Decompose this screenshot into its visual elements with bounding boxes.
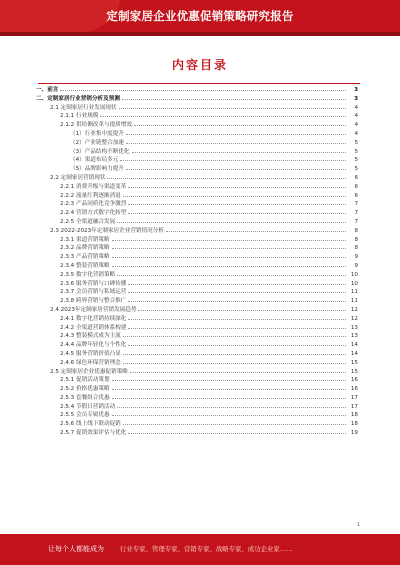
- toc-entry[interactable]: [36, 139, 358, 148]
- toc-leader-dots: [112, 376, 346, 381]
- toc-entry[interactable]: [36, 112, 358, 121]
- toc-entry[interactable]: [36, 95, 358, 104]
- toc-entry-title: 2.3.1 渠道营销策略: [60, 236, 110, 243]
- toc-entry-title: 2.5.3 套餐组合优惠: [60, 394, 110, 401]
- toc-leader-dots: [128, 341, 346, 346]
- toc-entry-title: （1）行业集中度提升: [70, 130, 124, 137]
- toc-entry[interactable]: [36, 236, 358, 245]
- toc-entry-page: 14: [350, 350, 358, 357]
- toc-entry[interactable]: [36, 359, 358, 368]
- toc-entry-page: 15: [350, 368, 358, 375]
- toc-leader-dots: [123, 359, 346, 364]
- toc-leader-dots: [112, 236, 346, 241]
- toc-entry-page: 17: [350, 403, 358, 410]
- toc-entry[interactable]: [36, 350, 358, 359]
- toc-leader-dots: [112, 394, 346, 399]
- toc-entry-title: 2.1 定制家居行业发展现状: [50, 104, 117, 111]
- toc-leader-dots: [112, 411, 346, 416]
- toc-entry-page: 18: [350, 412, 358, 419]
- toc-entry-title: 2.5.2 价格优惠策略: [60, 386, 110, 393]
- toc-entry-title: 2.3.7 会员营销与私域运营: [60, 289, 127, 296]
- toc-entry-page: 17: [350, 394, 358, 401]
- toc-entry-page: 10: [350, 280, 358, 287]
- toc-entry-title: 2.3.6 服务营销与口碑传播: [60, 280, 127, 287]
- page-number: 1: [356, 522, 360, 528]
- toc-entry[interactable]: [36, 156, 358, 165]
- toc-entry-page: 18: [350, 421, 358, 428]
- toc-entry-title: 2.4.6 绿色环保营销理念: [60, 359, 121, 366]
- toc-leader-dots: [128, 429, 346, 434]
- toc-entry-title: 2.5 定制家居企业优惠促销策略: [50, 368, 128, 375]
- toc-entry-title: 2.4.5 服务营销价值凸显: [60, 350, 121, 357]
- toc-entry[interactable]: [36, 368, 358, 377]
- toc-entry[interactable]: [36, 174, 358, 183]
- toc-leader-dots: [117, 271, 346, 276]
- toc-entry-page: 5: [354, 157, 358, 164]
- toc-entry-title: 2.5.4 节假日营销活动: [60, 403, 116, 410]
- toc-entry-page: 7: [354, 210, 358, 217]
- toc-entry-page: 5: [354, 148, 358, 155]
- toc-leader-dots: [130, 368, 346, 373]
- toc-entry[interactable]: [36, 280, 358, 289]
- toc-entry-page: 13: [350, 333, 358, 340]
- toc-entry-title: 2.3.5 数字化营销策略: [60, 271, 116, 278]
- toc-entry-title: （2）产业链整合加速: [70, 139, 124, 146]
- toc-entry-page: 11: [350, 298, 358, 305]
- toc-leader-dots: [128, 324, 346, 329]
- toc-entry[interactable]: [36, 315, 358, 324]
- toc-leader-dots: [138, 306, 346, 311]
- header-stripe: [0, 32, 400, 36]
- toc-entry-page: 8: [354, 227, 358, 234]
- toc-leader-dots: [126, 165, 346, 170]
- toc-entry[interactable]: [36, 411, 358, 420]
- toc-entry-page: 4: [354, 130, 358, 137]
- toc-entry-title: 二、定制家居行业营销分析及预测: [36, 95, 120, 102]
- toc-entry[interactable]: [36, 324, 358, 333]
- toc-entry-title: 2.2.1 消费升级与渠道变革: [60, 183, 127, 190]
- toc-entry[interactable]: [36, 121, 358, 130]
- toc-entry[interactable]: [36, 130, 358, 139]
- toc-entry[interactable]: [36, 429, 358, 438]
- toc-entry-title: 2.4.3 整装模式成为主流: [60, 333, 121, 340]
- toc-leader-dots: [112, 244, 346, 249]
- toc-entry-title: 2.3.8 跨界营销与整合推广: [60, 298, 127, 305]
- toc-entry[interactable]: [36, 148, 358, 157]
- toc-entry-title: 2.3.4 整装营销策略: [60, 262, 110, 269]
- footer-slogan: 让每个人都能成为: [48, 545, 104, 553]
- toc-entry-page: 19: [350, 430, 358, 437]
- toc-entry[interactable]: [36, 244, 358, 253]
- toc-leader-dots: [123, 420, 346, 425]
- toc-entry[interactable]: [36, 271, 358, 280]
- toc-entry[interactable]: [36, 262, 358, 271]
- toc-leader-dots: [120, 156, 346, 161]
- toc-entry-page: 7: [354, 201, 358, 208]
- toc-entry-title: 2.2.4 营销方式数字化转型: [60, 210, 127, 217]
- toc-entry-page: 16: [350, 377, 358, 384]
- toc-entry-page: 9: [354, 262, 358, 269]
- toc-leader-dots: [128, 297, 346, 302]
- toc-entry[interactable]: [36, 385, 358, 394]
- toc-entry[interactable]: [36, 165, 358, 174]
- toc-entry-page: 8: [354, 245, 358, 252]
- toc-entry-title: 2.1.1 行业规模: [60, 113, 99, 120]
- toc-entry-title: 2.4.4 品牌年轻化与个性化: [60, 342, 127, 349]
- toc-entry-page: 4: [354, 122, 358, 129]
- toc-entry-title: 2.2.2 流量红利逐渐消退: [60, 192, 121, 199]
- toc-entry-page: 6: [354, 183, 358, 190]
- page-footer: [0, 534, 400, 565]
- toc-entry[interactable]: [36, 332, 358, 341]
- toc-entry[interactable]: [36, 200, 358, 209]
- toc-entry-title: 2.4 2023年定制家居营销发展趋势: [50, 306, 137, 313]
- toc-leader-dots: [60, 86, 346, 91]
- toc-entry-title: 2.3 2022-2023年定制家居企业营销情况分析: [50, 227, 164, 234]
- toc-leader-dots: [128, 200, 346, 205]
- toc-entry-page: 5: [354, 139, 358, 146]
- toc-entry[interactable]: [36, 227, 358, 236]
- toc-entry-title: 一、前言: [36, 87, 59, 93]
- report-header: [0, 0, 400, 36]
- toc-leader-dots: [112, 253, 346, 258]
- toc-entry-title: （3）产品结构不断优化: [70, 148, 130, 155]
- toc-entry-page: 6: [354, 174, 358, 181]
- toc-leader-dots: [123, 192, 346, 197]
- toc-entry[interactable]: [36, 104, 358, 113]
- toc-entry-title: （5）品牌影响力提升: [70, 166, 124, 173]
- toc-leader-dots: [117, 218, 346, 223]
- toc-entry[interactable]: [36, 192, 358, 201]
- toc-leader-dots: [122, 95, 346, 100]
- toc-entry-page: 4: [354, 113, 358, 120]
- toc-leader-dots: [128, 280, 346, 285]
- toc-entry-page: 6: [354, 192, 358, 199]
- toc-entry-page: 3: [354, 95, 358, 102]
- toc-entry-page: 10: [350, 271, 358, 278]
- toc-leader-dots: [100, 112, 346, 117]
- footer-tagline: 行业专家、管理专家、营销专家、战略专家、成功企业家……: [120, 545, 293, 553]
- toc-entry[interactable]: [36, 376, 358, 385]
- toc-entry-page: 12: [350, 306, 358, 313]
- toc-leader-dots: [123, 350, 346, 355]
- report-title: 定制家居企业优惠促销策略研究报告: [106, 9, 294, 23]
- toc-leader-dots: [123, 332, 346, 337]
- toc-leader-dots: [166, 227, 346, 232]
- toc-entry-title: 2.5.1 促销活动策划: [60, 377, 110, 384]
- toc-leader-dots: [119, 104, 346, 109]
- toc-leader-dots: [126, 139, 346, 144]
- toc-leader-dots: [128, 288, 346, 293]
- toc-entry-page: 8: [354, 236, 358, 243]
- toc-entry-page: 11: [350, 289, 358, 296]
- toc-leader-dots: [117, 403, 346, 408]
- toc-entry-title: 2.2.3 产品同质化竞争激烈: [60, 201, 127, 208]
- toc-entry[interactable]: [36, 403, 358, 412]
- toc-entry-page: 16: [350, 386, 358, 393]
- toc-entry-title: 2.2.5 全渠道融合发展: [60, 218, 116, 225]
- table-of-contents: [36, 86, 358, 438]
- toc-entry-page: 14: [350, 342, 358, 349]
- toc-entry-page: 4: [354, 104, 358, 111]
- toc-entry-title: 2.4.1 数字化营销持续深化: [60, 315, 127, 322]
- toc-entry-page: 12: [350, 315, 358, 322]
- toc-entry-page: 13: [350, 324, 358, 331]
- toc-leader-dots: [128, 183, 346, 188]
- toc-entry[interactable]: [36, 306, 358, 315]
- toc-entry[interactable]: [36, 209, 358, 218]
- toc-entry-title: 2.5.7 促销效果评估与优化: [60, 430, 127, 437]
- toc-entry-title: 2.5.6 线上线下联动促销: [60, 421, 121, 428]
- toc-entry-title: （4）渠道布局多元: [70, 157, 119, 164]
- toc-entry-title: 2.4.2 全渠道营销体系构建: [60, 324, 127, 331]
- toc-leader-dots: [112, 385, 346, 390]
- toc-leader-dots: [128, 315, 346, 320]
- toc-entry-title: 2.2 定制家居营销现状: [50, 174, 106, 181]
- toc-entry-title: 2.3.3 产品营销策略: [60, 254, 110, 261]
- toc-entry[interactable]: [36, 297, 358, 306]
- toc-entry[interactable]: [36, 420, 358, 429]
- toc-divider: [38, 83, 360, 84]
- toc-entry-title: 2.3.2 品牌营销策略: [60, 245, 110, 252]
- toc-leader-dots: [132, 148, 347, 153]
- toc-entry[interactable]: [36, 86, 358, 95]
- toc-entry[interactable]: [36, 253, 358, 262]
- toc-heading: 内容目录: [171, 58, 228, 72]
- toc-entry[interactable]: [36, 394, 358, 403]
- toc-leader-dots: [112, 262, 346, 267]
- toc-entry-title: 2.1.2 供给侧改革与提质增效: [60, 122, 132, 129]
- toc-entry-page: 3: [354, 87, 358, 93]
- toc-entry[interactable]: [36, 218, 358, 227]
- toc-entry-page: 15: [350, 359, 358, 366]
- toc-leader-dots: [126, 130, 346, 135]
- toc-entry-page: 9: [354, 254, 358, 261]
- toc-entry[interactable]: [36, 183, 358, 192]
- toc-leader-dots: [134, 121, 346, 126]
- toc-leader-dots: [128, 209, 346, 214]
- toc-entry-title: 2.5.5 会员专属优惠: [60, 412, 110, 419]
- toc-entry[interactable]: [36, 288, 358, 297]
- toc-entry-page: 7: [354, 218, 358, 225]
- toc-entry[interactable]: [36, 341, 358, 350]
- toc-leader-dots: [107, 174, 346, 179]
- toc-entry-page: 5: [354, 166, 358, 173]
